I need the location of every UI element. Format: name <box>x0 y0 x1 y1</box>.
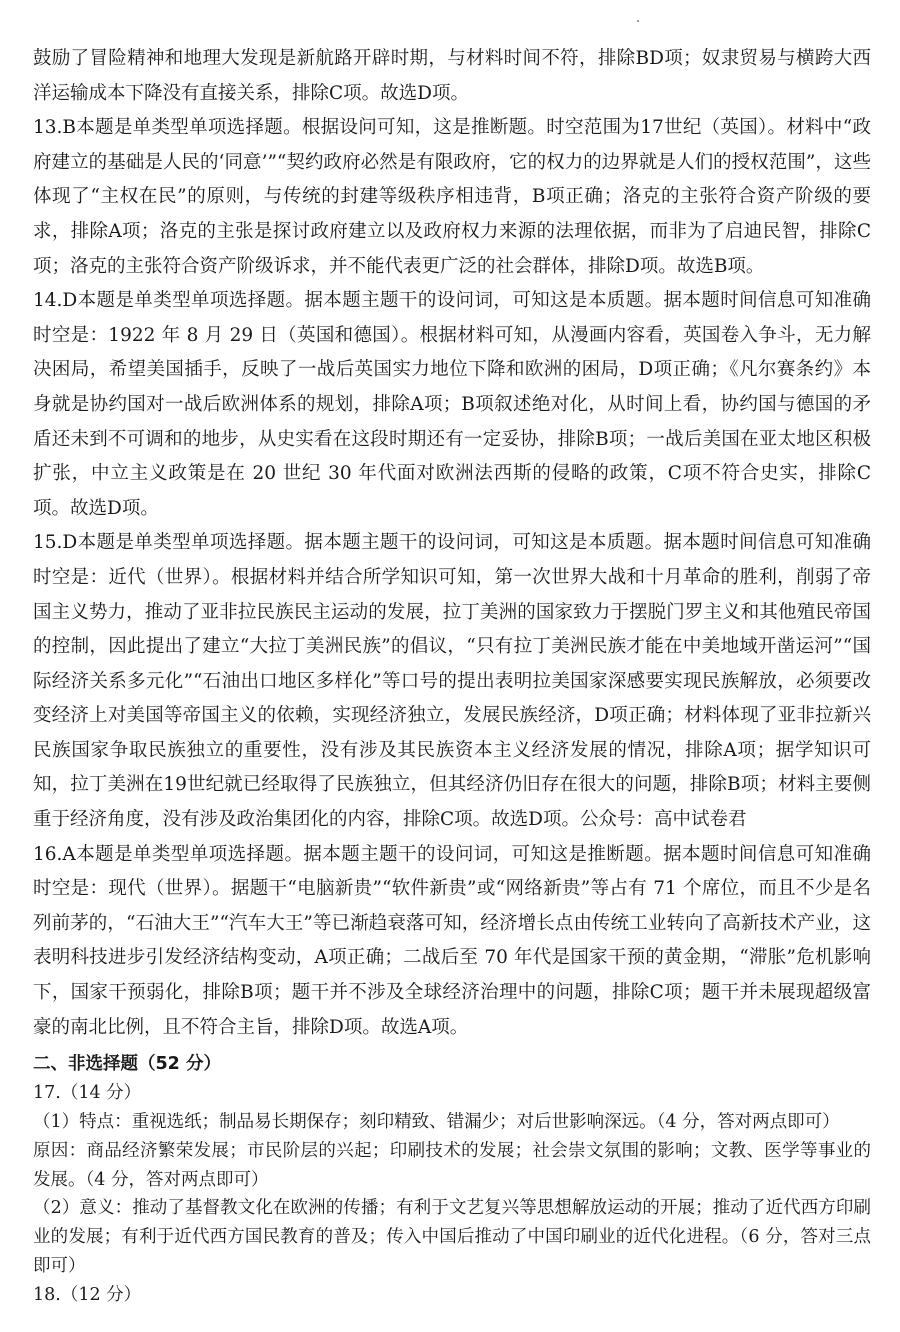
q17-title: 17.（14 分） <box>33 1083 142 1104</box>
q17-part1: （1）特点：重视选纸；制品易长期保存；刻印精致、错漏少；对后世影响深远。（4 分，答对两点即可） <box>33 1112 840 1133</box>
q18-title: 18.（12 分） <box>33 1284 142 1305</box>
scan-dot <box>637 20 639 22</box>
answer-page <box>33 42 871 1310</box>
q17-part1-reason: 原因：商品经济繁荣发展；市民阶层的兴起；印刷技术的发展；社会崇文氛围的影响；文教、医学等事业的发展。（4 分，答对两点即可） <box>33 1140 871 1190</box>
paragraph-q13: 13.B本题是单类型单项选择题。根据设问可知，这是推断题。时空范围为17世纪（英国）。材料中“政府建立的基础是人民的‘同意’”“契约政府必然是有限政府，它的权力的边界就是人们的授权范围”，这些体现了“主权在民”的原则，与传统的封建等级秩序相违背，B项正确；洛克的主张符合资产阶级的要求，排除A项；洛克的主张是探讨政府建立以及政府权力来源的法理依据，而非为了启迪民智，排除C项；洛克的主张符合资产阶级诉求，并不能代表更广泛的社会群体，排除D项。故选B项。 <box>33 117 871 277</box>
paragraph-q14: 14.D本题是单类型单项选择题。据本题主题干的设问词，可知这是本质题。据本题时间信息可知准确时空是：1922 年 8 月 29 日（英国和德国）。根据材料可知，从漫画内容看，英国卷入争斗，无力解决困局，希望美国插手，反映了一战后英国实力地位下降和欧洲的困局，D项正确；《凡尔赛条约》本身就是协约国对一战后欧洲体系的规划，排除A项；B项叙述绝对化，从时间上看，协约国与德国的矛盾还未到不可调和的地步，从史实看在这段时期还有一定妥协，排除B项；一战后美国在亚太地区积极扩张，中立主义政策是在 20 世纪 30 年代面对欧洲法西斯的侵略的政策，C项不符合史实，排除C项。故选D项。 <box>33 290 871 519</box>
section-heading: 二、非选择题（52 分） <box>33 1054 221 1075</box>
paragraph-q15: 15.D本题是单类型单项选择题。据本题主题干的设问词，可知这是本质题。据本题时间信息可知准确时空是：近代（世界）。根据材料并结合所学知识可知，第一次世界大战和十月革命的胜利，削弱了帝国主义势力，推动了亚非拉民族民主运动的发展，拉丁美洲的国家致力于摆脱门罗主义和其他殖民帝国的控制，因此提出了建立“大拉丁美洲民族”的倡议，“只有拉丁美洲民族才能在中美地域开凿运河”“国际经济关系多元化”“石油出口地区多样化”等口号的提出表明拉美国家深感要实现民族解放，必须要改变经济上对美国等帝国主义的依赖，实现经济独立，发展民族经济，D项正确；材料体现了亚非拉新兴民族国家争取民族独立的重要性，没有涉及其民族资本主义经济发展的情况，排除A项；据学知识可知，拉丁美洲在19世纪就已经取得了民族独立，但其经济仍旧存在很大的问题，排除B项；材料主要侧重于经济角度，没有涉及政治集团化的内容，排除C项。故选D项。公众号：高中试卷君 <box>33 532 871 831</box>
q17-part2: （2）意义：推动了基督教文化在欧洲的传播；有利于文艺复兴等思想解放运动的开展；推动了近代西方印刷业的发展；有利于近代西方国民教育的普及；传入中国后推动了中国印刷业的近代化进程。（6 分，答对三点即可） <box>33 1198 871 1276</box>
paragraph-q12-end: 鼓励了冒险精神和地理大发现是新航路开辟时期，与材料时间不符，排除BD项；奴隶贸易与横跨大西洋运输成本下降没有直接关系，排除C项。故选D项。 <box>33 48 871 104</box>
paragraph-q16: 16.A本题是单类型单项选择题。据本题主题干的设问词，可知这是推断题。据本题时间信息可知准确时空是：现代（世界）。据题干“电脑新贵”“软件新贵”或“网络新贵”等占有 71 个席位，而且不少是名列前茅的，“石油大王”“汽车大王”等已渐趋衰落可知，经济增长点由传统工业转向了高新技术产业，这表明科技进步引发经济结构变动，A项正确；二战后至 70 年代是国家干预的黄金期，“滞胀”危机影响下，国家干预弱化，排除B项；题干并不涉及全球经济治理中的问题，排除C项；题干并未展现超级富豪的南北比例，且不符合主旨，排除D项。故选A项。 <box>33 843 871 1038</box>
